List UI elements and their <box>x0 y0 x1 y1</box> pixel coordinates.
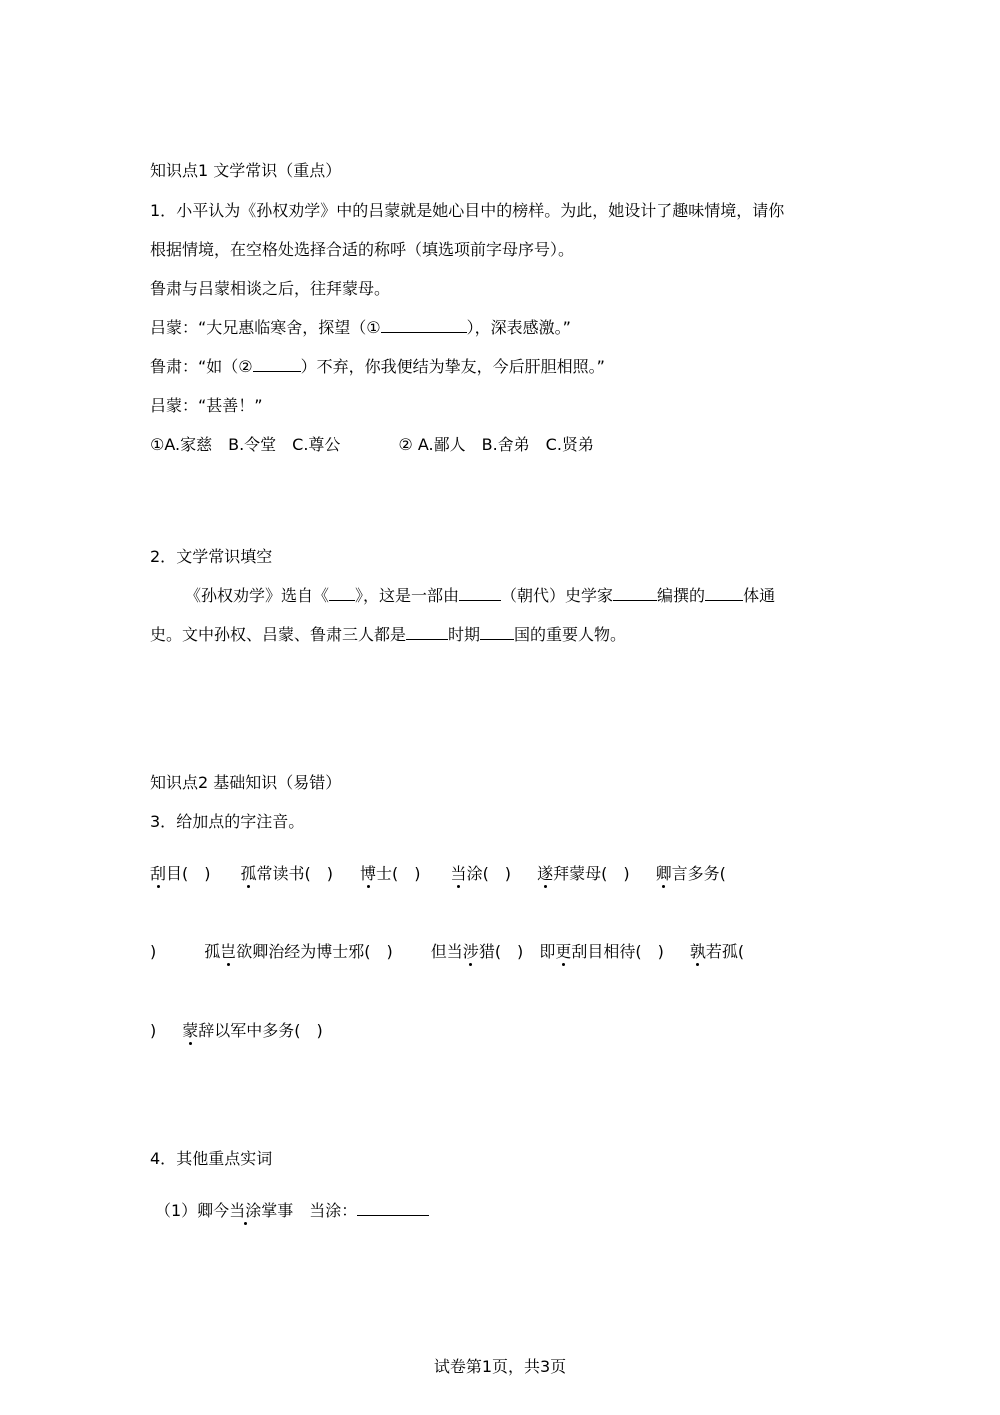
q1-dialogue-2 <box>150 357 605 377</box>
q4-sub-1-rest: 掌事 当涂： <box>261 1201 358 1220</box>
q3-item-9-lead: 即 <box>539 942 556 961</box>
q2-fill-line-2 <box>150 625 626 645</box>
q3-item-6-close: ) <box>150 942 157 961</box>
section-heading-2-text: 知识点2 基础知识（易错） <box>150 773 342 792</box>
q3-item-4-dotted: 当 <box>450 864 467 883</box>
section-heading-1-text: 知识点1 文学常识（重点） <box>150 161 342 180</box>
q3-item-4 <box>451 864 512 883</box>
q4-title-line <box>150 1149 272 1169</box>
q3-item-9 <box>539 942 664 961</box>
q3-item-7-lead: 孤 <box>204 942 221 961</box>
q3-number: 3． <box>150 812 177 831</box>
q2-title-line <box>150 547 272 567</box>
q1-options-2: ② A.鄙人 B.舍弟 C.贤弟 <box>398 435 594 454</box>
section-heading-1 <box>150 161 341 181</box>
q2-text-7: 时期 <box>448 625 481 644</box>
q3-item-10-dotted: 孰 <box>689 942 706 961</box>
q3-item-8 <box>431 942 524 961</box>
q2-blank-state[interactable] <box>480 625 514 640</box>
q2-text-3: （朝代）史学家 <box>501 586 614 605</box>
q2-number: 2． <box>150 547 177 566</box>
q4-sub-1-dotted: 当涂 <box>229 1201 262 1220</box>
q2-text-1: 《孙权劝学》选自《 <box>185 586 330 605</box>
q1-dialogue-3-text: “甚善！” <box>198 396 263 415</box>
q3-item-6-rest: 言多务( <box>671 864 726 883</box>
q1-prompt-text-2: 根据情境，在空格处选择合适的称呼（填选项前字母序号）。 <box>150 240 575 259</box>
q2-blank-book[interactable] <box>329 586 355 601</box>
page-footer <box>0 1357 1000 1377</box>
q3-item-9-rest: 刮目相待( ) <box>571 942 664 961</box>
q3-item-6-dotted: 卿 <box>655 864 672 883</box>
q3-item-11-rest: 辞以军中多务( ) <box>198 1021 323 1040</box>
q3-item-2-dotted: 孤 <box>240 864 257 883</box>
q3-item-3-dotted: 博 <box>360 864 377 883</box>
q1-narration <box>150 279 390 299</box>
q3-item-6 <box>656 864 726 883</box>
q3-item-10-rest: 若孤( <box>705 942 745 961</box>
q1-prompt-line-1 <box>150 201 784 221</box>
q2-text-8: 国的重要人物。 <box>514 625 627 644</box>
q1-blank-1[interactable] <box>381 318 467 333</box>
q4-sub-1-lead: （1）卿今 <box>155 1201 230 1220</box>
section-heading-2 <box>150 773 341 793</box>
q3-item-10 <box>690 942 744 961</box>
q2-text-2: 》，这是一部由 <box>355 586 460 605</box>
q1-prompt-text-1: 小平认为《孙权劝学》中的吕蒙就是她心目中的榜样。为此，她设计了趣味情境，请你 <box>176 201 785 220</box>
q3-item-2 <box>241 864 334 883</box>
q3-item-10-close: ) <box>150 1021 157 1040</box>
q4-title: 其他重点实词 <box>176 1149 273 1168</box>
q3-item-7-dotted: 岂 <box>220 942 237 961</box>
q1-dialogue-2-part-a: “如（② <box>198 357 253 376</box>
q2-text-6: 史。文中孙权、吕蒙、鲁肃三人都是 <box>150 625 407 644</box>
q1-prompt-line-2 <box>150 240 574 260</box>
q3-item-7 <box>204 942 393 961</box>
page-number: 试卷第1页，共3页 <box>433 1357 567 1376</box>
q3-item-1 <box>150 864 211 883</box>
q2-blank-style[interactable] <box>705 586 743 601</box>
q1-dialogue-2-part-b: ）不弃，你我便结为挚友，今后肝胆相照。” <box>300 357 605 376</box>
q3-item-5-rest: 拜蒙母( ) <box>553 864 630 883</box>
q3-item-3 <box>360 864 421 883</box>
q3-item-2-rest: 常读书( ) <box>256 864 334 883</box>
q3-item-3-rest: 士( ) <box>376 864 421 883</box>
q2-blank-dynasty[interactable] <box>459 586 501 601</box>
q4-number: 4． <box>150 1149 177 1168</box>
q1-speaker-lusu: 鲁肃： <box>150 357 199 376</box>
q3-row-2 <box>150 942 744 962</box>
q3-item-9-dotted: 更 <box>555 942 572 961</box>
q3-item-1-rest: 目( ) <box>166 864 211 883</box>
q1-dialogue-1 <box>150 318 571 338</box>
q3-item-5-dotted: 遂 <box>537 864 554 883</box>
q3-item-8-rest: 猎( ) <box>478 942 524 961</box>
q3-item-8-dotted: 涉 <box>462 942 479 961</box>
q3-row-1 <box>150 864 726 884</box>
q1-narration-text: 鲁肃与吕蒙相谈之后，往拜蒙母。 <box>150 279 391 298</box>
q3-item-4-rest: 涂( ) <box>466 864 512 883</box>
q3-item-11 <box>182 1021 323 1040</box>
q3-item-7-rest: 欲卿治经为博士邪( ) <box>236 942 393 961</box>
q1-speaker-lvmeng-1: 吕蒙： <box>150 318 199 337</box>
q1-dialogue-1-part-b: ），深表感激。” <box>466 318 571 337</box>
q1-dialogue-1-part-a: “大兄惠临寒舍，探望（① <box>198 318 381 337</box>
q1-number: 1． <box>150 201 177 220</box>
q3-item-1-dotted: 刮 <box>150 864 167 883</box>
q3-item-11-dotted: 蒙 <box>182 1021 199 1040</box>
q3-row-3 <box>150 1021 323 1041</box>
q2-text-4: 编撰的 <box>657 586 706 605</box>
q3-title: 给加点的字注音。 <box>176 812 305 831</box>
q3-item-5 <box>537 864 630 883</box>
q3-item-8-lead: 但当 <box>430 942 463 961</box>
q4-sub-1-blank[interactable] <box>357 1201 429 1216</box>
q2-text-5: 体通 <box>743 586 776 605</box>
q3-title-line <box>150 812 304 832</box>
q2-fill-line-1 <box>185 586 775 606</box>
q2-title: 文学常识填空 <box>176 547 273 566</box>
q2-blank-period[interactable] <box>406 625 448 640</box>
q1-options-1: ①A.家慈 B.令堂 C.尊公 <box>150 435 341 454</box>
q1-dialogue-3 <box>150 396 263 416</box>
q1-speaker-lvmeng-2: 吕蒙： <box>150 396 199 415</box>
q1-blank-2[interactable] <box>253 357 301 372</box>
q2-blank-historian[interactable] <box>613 586 657 601</box>
q4-sub-1 <box>155 1201 429 1221</box>
q1-options <box>150 435 594 455</box>
